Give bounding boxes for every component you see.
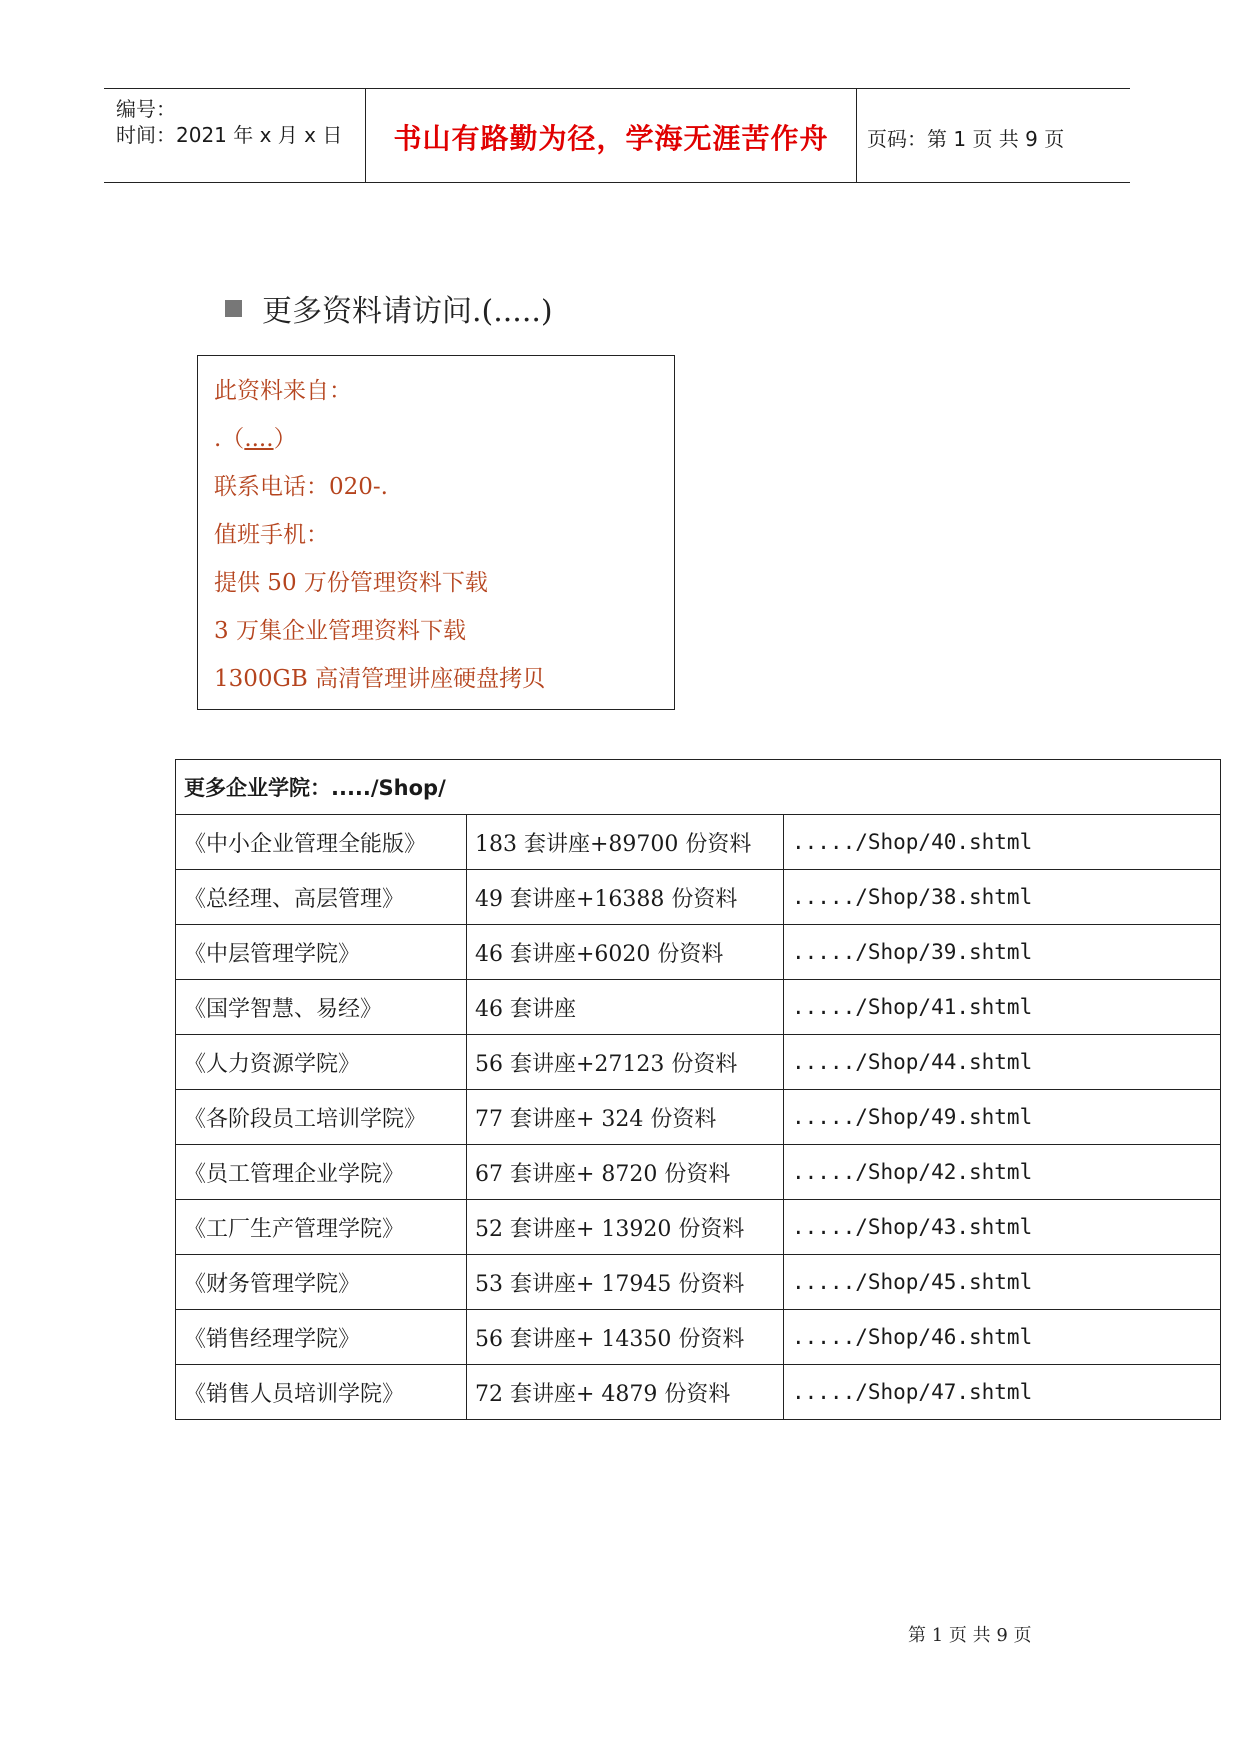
info-mobile: 值班手机： — [214, 522, 329, 548]
table-row — [176, 1255, 1221, 1310]
course-name: 《销售经理学院》 — [176, 1310, 467, 1365]
course-name: 《工厂生产管理学院》 — [176, 1200, 467, 1255]
table-row — [176, 1035, 1221, 1090]
table-row — [176, 815, 1221, 870]
course-url[interactable]: ...../Shop/40.shtml — [784, 815, 1221, 870]
info-source-link-line — [214, 420, 297, 453]
table-header: 更多企业学院：...../Shop/ — [176, 760, 1221, 815]
course-content: 72 套讲座+ 4879 份资料 — [467, 1365, 784, 1420]
info-box — [197, 355, 675, 710]
motto: 书山有路勤为径，学海无涯苦作舟 — [393, 122, 829, 155]
info-offer-2: 3 万集企业管理资料下载 — [214, 618, 466, 644]
course-url[interactable]: ...../Shop/46.shtml — [784, 1310, 1221, 1365]
info-source-link[interactable]: .... — [244, 426, 274, 452]
info-phone: 联系电话：020-. — [214, 474, 388, 500]
course-url[interactable]: ...../Shop/44.shtml — [784, 1035, 1221, 1090]
course-content: 49 套讲座+16388 份资料 — [467, 870, 784, 925]
course-url[interactable]: ...../Shop/49.shtml — [784, 1090, 1221, 1145]
time-label: 时间：2021 年 x 月 x 日 — [116, 123, 343, 147]
info-source-label: 此资料来自： — [214, 378, 352, 404]
course-url[interactable]: ...../Shop/47.shtml — [784, 1365, 1221, 1420]
header-page-cell — [857, 89, 1130, 182]
course-url[interactable]: ...../Shop/38.shtml — [784, 870, 1221, 925]
number-label: 编号： — [116, 97, 176, 121]
table-row — [176, 925, 1221, 980]
table-row — [176, 1145, 1221, 1200]
table-row — [176, 1200, 1221, 1255]
course-content: 46 套讲座 — [467, 980, 784, 1035]
visit-line — [225, 286, 553, 330]
info-offer-1: 提供 50 万份管理资料下载 — [214, 570, 488, 596]
course-content: 53 套讲座+ 17945 份资料 — [467, 1255, 784, 1310]
course-name: 《人力资源学院》 — [176, 1035, 467, 1090]
table-row — [176, 1310, 1221, 1365]
course-name: 《国学智慧、易经》 — [176, 980, 467, 1035]
page-footer: 第 1 页 共 9 页 — [908, 1625, 1032, 1646]
header-motto-cell — [365, 89, 857, 182]
course-url[interactable]: ...../Shop/43.shtml — [784, 1200, 1221, 1255]
table-row — [176, 1090, 1221, 1145]
page-header — [104, 88, 1130, 183]
table-row — [176, 1365, 1221, 1420]
course-name: 《各阶段员工培训学院》 — [176, 1090, 467, 1145]
course-url[interactable]: ...../Shop/41.shtml — [784, 980, 1221, 1035]
course-name: 《总经理、高层管理》 — [176, 870, 467, 925]
course-content: 56 套讲座+27123 份资料 — [467, 1035, 784, 1090]
course-name: 《销售人员培训学院》 — [176, 1365, 467, 1420]
course-content: 77 套讲座+ 324 份资料 — [467, 1090, 784, 1145]
course-content: 183 套讲座+89700 份资料 — [467, 815, 784, 870]
course-url[interactable]: ...../Shop/45.shtml — [784, 1255, 1221, 1310]
course-content: 56 套讲座+ 14350 份资料 — [467, 1310, 784, 1365]
course-content: 46 套讲座+6020 份资料 — [467, 925, 784, 980]
course-name: 《中小企业管理全能版》 — [176, 815, 467, 870]
visit-text: 更多资料请访问.(.....) — [262, 294, 553, 329]
course-name: 《员工管理企业学院》 — [176, 1145, 467, 1200]
info-link-prefix: .（ — [214, 426, 245, 452]
table-header-row — [176, 760, 1221, 815]
header-meta-cell — [104, 89, 365, 182]
square-bullet-icon — [225, 300, 242, 317]
course-name: 《中层管理学院》 — [176, 925, 467, 980]
course-url[interactable]: ...../Shop/39.shtml — [784, 925, 1221, 980]
course-url[interactable]: ...../Shop/42.shtml — [784, 1145, 1221, 1200]
info-link-suffix: ） — [273, 426, 297, 452]
table-row — [176, 870, 1221, 925]
page-code: 页码：第 1 页 共 9 页 — [867, 127, 1065, 151]
table-row — [176, 980, 1221, 1035]
course-name: 《财务管理学院》 — [176, 1255, 467, 1310]
course-table — [175, 759, 1221, 1420]
info-offer-3: 1300GB 高清管理讲座硬盘拷贝 — [214, 666, 546, 692]
course-content: 67 套讲座+ 8720 份资料 — [467, 1145, 784, 1200]
course-content: 52 套讲座+ 13920 份资料 — [467, 1200, 784, 1255]
